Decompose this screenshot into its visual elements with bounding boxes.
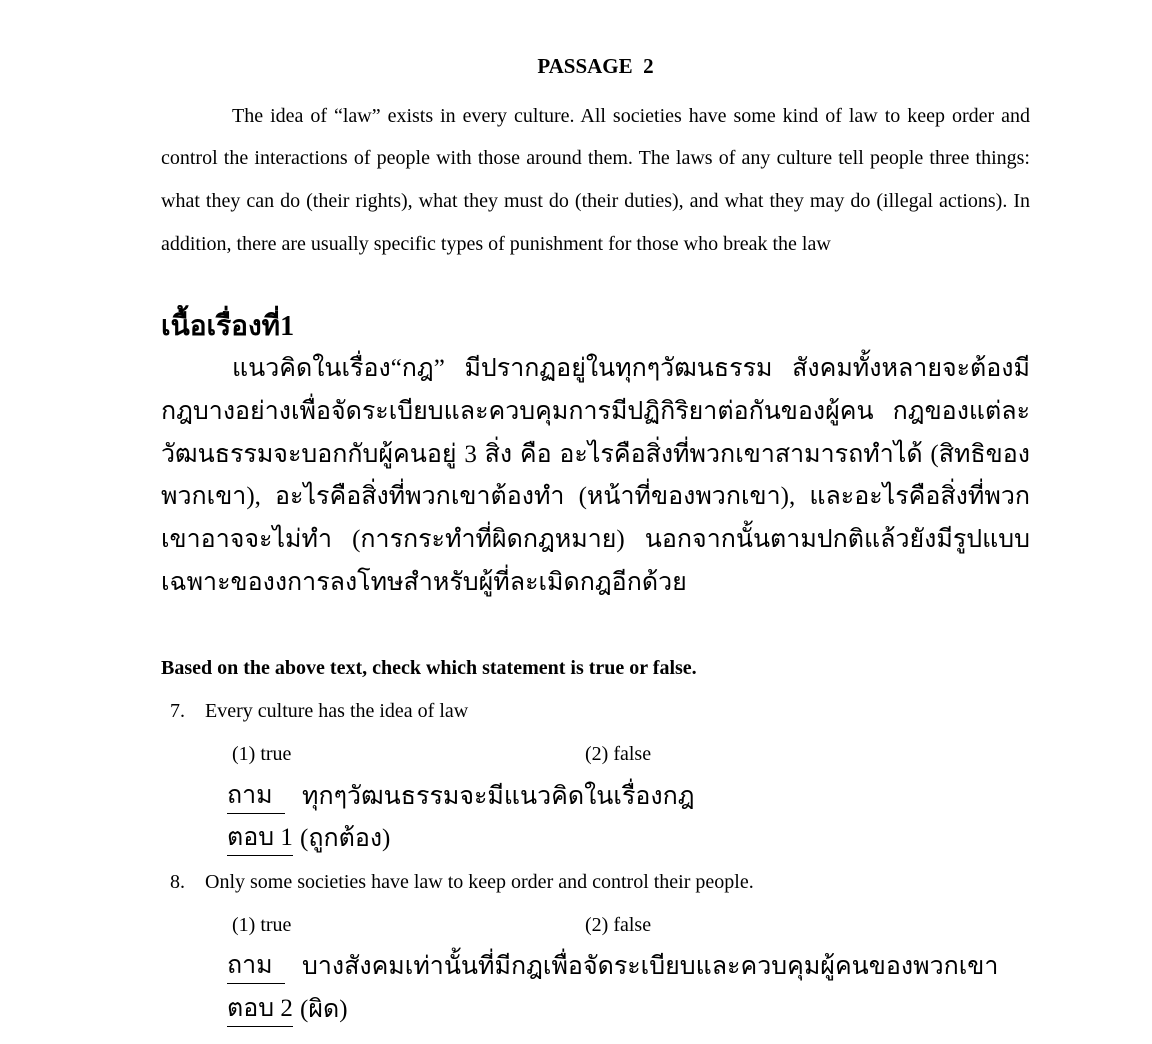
passage-title: PASSAGE 2 [537, 54, 654, 78]
question-7-option-true: (1) true [232, 742, 292, 765]
question-8-answer-label: ตอบ 2 [227, 992, 293, 1027]
instruction-line: Based on the above text, check which statement is true or false. [161, 657, 697, 680]
question-7-ask-row [161, 776, 1030, 819]
thai-section-heading: เนื้อเรื่องที่1 [161, 310, 295, 342]
question-7-text: Every culture has the idea of law [205, 700, 469, 723]
question-8-number: 8. [170, 870, 185, 893]
question-8-text: Only some societies have law to keep order and control their people. [205, 870, 754, 893]
question-8-ask-text: บางสังคมเท่านั้นที่มีกฎเพื่อจัดระเบียบและควบคุมผู้คนของพวกเขา [302, 953, 999, 981]
question-8-option-false: (2) false [585, 913, 652, 936]
question-8-ask-row [161, 946, 1030, 989]
question-8-answer-row [161, 989, 1030, 1032]
thai-passage: แนวคิดในเรื่อง“กฎ” มีปรากฏอยู่ในทุกๆวัฒนธรรม สังคมทั้งหลายจะต้องมีกฎบางอย่างเพื่อจัดระเบียบและควบคุมการมีปฏิกิริยาต่อกันของผู้คน กฎของแต่ละวัฒนธรรมจะบอกกับผู้คนอยู่ 3 สิ่ง คือ อะไรคือสิ่งที่พวกเขาสามารถทำได้ (สิทธิของพวกเขา), อะไรคือสิ่งที่พวกเขาต้องทำ (หน้าที่ของพวกเขา), และอะไรคือสิ่งที่พวกเขาอาจจะไม่ทำ (การกระทำที่ผิดกฎหมาย) นอกจากนั้นตามปกติแล้วยังมีรูปแบบเฉพาะของงการลงโทษสำหรับผู้ที่ละเมิดกฎอีกด้วย [161, 355, 1030, 596]
question-7-answer-label: ตอบ 1 [227, 821, 293, 856]
question-8-answer-text: (ผิด) [300, 996, 348, 1024]
question-7-number: 7. [170, 700, 185, 723]
question-7-answer-row [161, 818, 1030, 861]
question-7-row [161, 690, 1030, 733]
question-7-options [161, 733, 1030, 776]
question-7-ask-text: ทุกๆวัฒนธรรมจะมีแนวคิดในเรื่องกฎ [302, 782, 695, 810]
question-7-ask-label: ถาม [227, 779, 285, 814]
question-8-row [161, 861, 1030, 904]
question-8-option-true: (1) true [232, 913, 292, 936]
english-passage: The idea of “law” exists in every culture. All societies have some kind of law to keep order and control the interactions of people with those around them. The laws of any culture tell people three things: what they can do (their rights), what they must do (their duties), and what they may do (illegal actions). In addition, there are usually specific types of punishment for those who break the law [161, 104, 1030, 255]
question-7-option-false: (2) false [585, 742, 652, 765]
question-7-answer-text: (ถูกต้อง) [300, 825, 391, 853]
question-block-7 [161, 690, 1030, 861]
question-8-options [161, 904, 1030, 947]
question-block-8 [161, 861, 1030, 1032]
question-8-ask-label: ถาม [227, 949, 285, 984]
